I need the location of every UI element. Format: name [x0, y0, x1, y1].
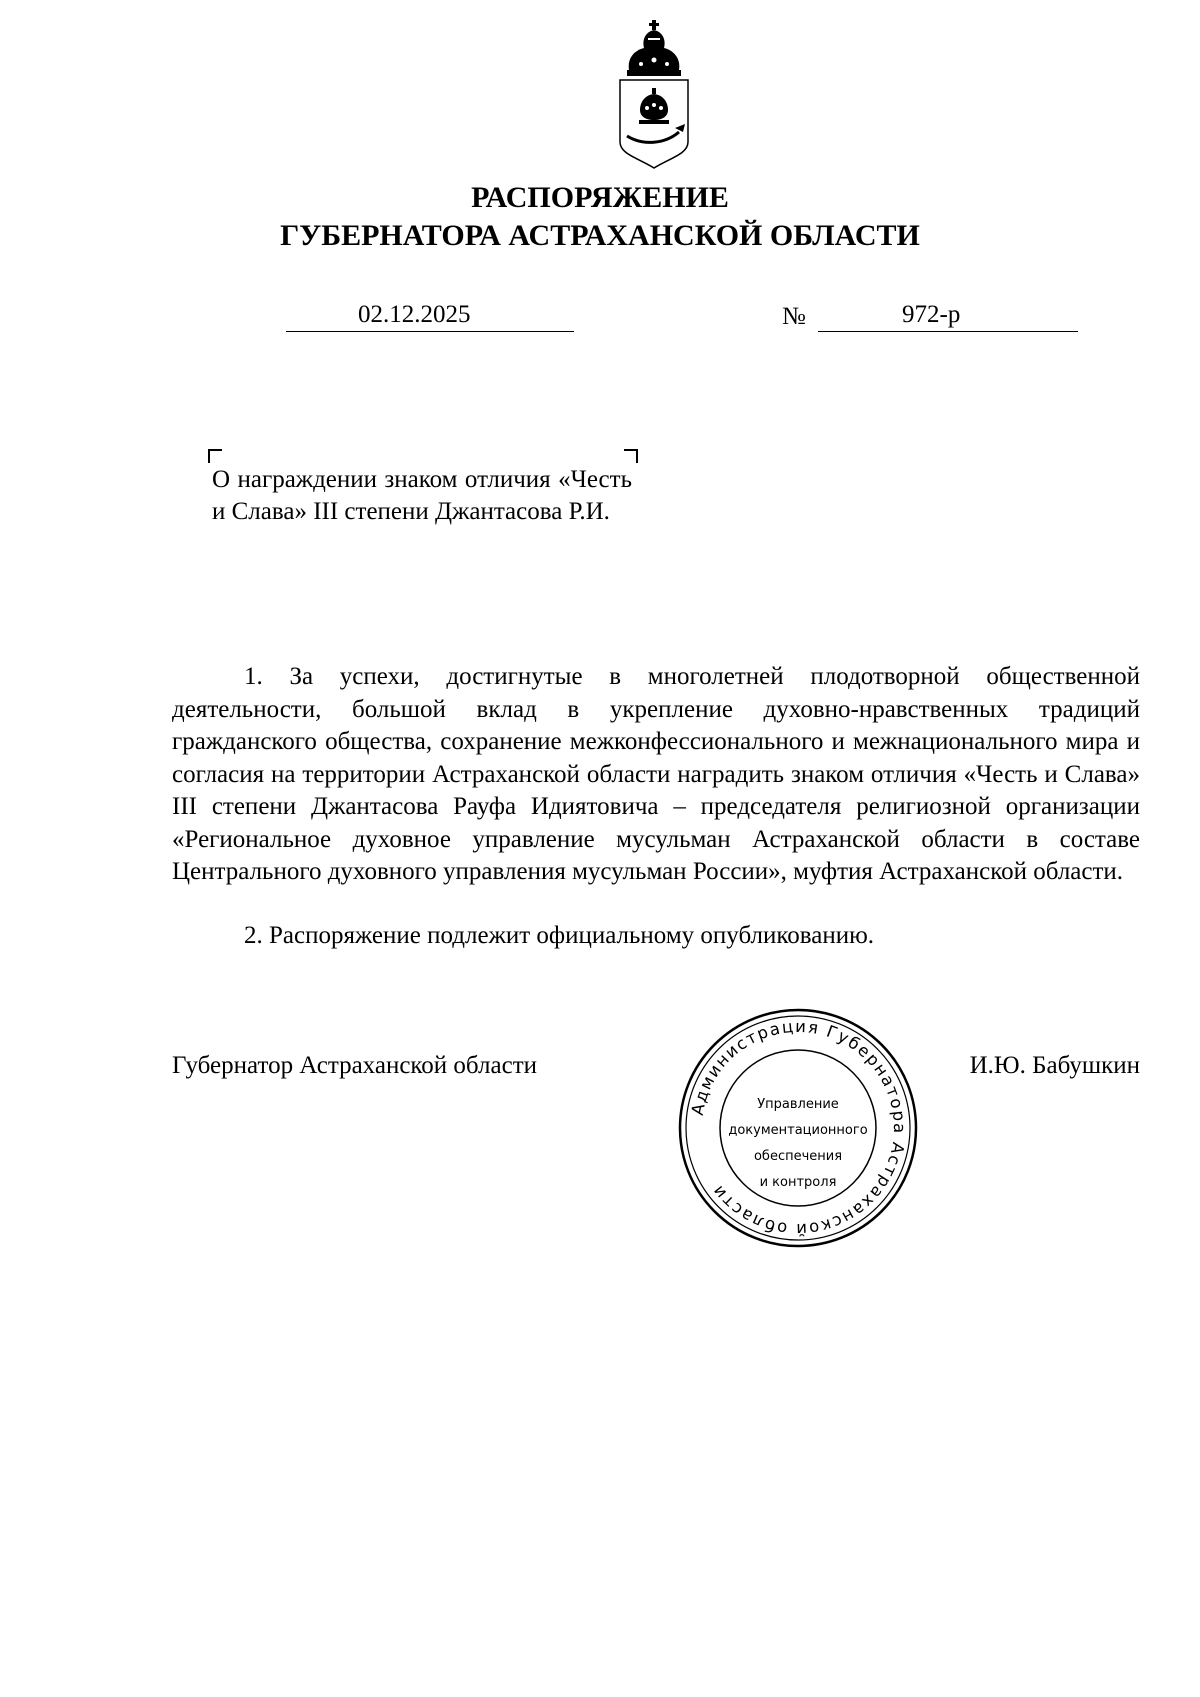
subject-bracket-left [208, 449, 222, 463]
stamp-inner-line-2: документационного [728, 1123, 868, 1138]
signatory-position: Губернатор Астраханской области [172, 1052, 538, 1079]
body-paragraph-1: 1. За успехи, достигнутые в многолетней плодотворной общественной деятельности, большой вклад в укрепление духовно-нравственных традиций гражданского общества, сохранение межконфессионального и межнационального мира и согласия на территории Астраханской области наградить знаком отличия «Честь и Слава» III степени Джантасова Рауфа Идиятовича – председателя религиозной организации «Региональное духовное управление мусульман Астраханской области в составе Центрального духовного управления мусульман России», муфтия Астраханской области. [172, 663, 1140, 885]
number-sign: № [782, 303, 806, 330]
body-paragraph-2: 2. Распоряжение подлежит официальному опубликованию. [244, 922, 875, 949]
subject-bracket-right [624, 449, 638, 463]
stamp-inner-line-1: Управление [757, 1097, 839, 1112]
document-subject: О награждении знаком отличия «Честь и Слава» III степени Джантасова Р.И. [212, 466, 632, 525]
document-number: 972-р [902, 301, 961, 328]
number-underline [818, 331, 1078, 332]
official-stamp [675, 1005, 921, 1251]
date-underline [286, 331, 574, 332]
document-date: 02.12.2025 [358, 301, 471, 328]
coat-of-arms-icon [615, 20, 693, 170]
signatory-name: И.Ю. Бабушкин [969, 1052, 1140, 1079]
document-type-title: РАСПОРЯЖЕНИЕ [471, 181, 729, 214]
stamp-inner-line-4: и контроля [759, 1175, 837, 1190]
stamp-inner-line-3: обеспечения [753, 1149, 843, 1164]
stamp-outer-text: Администрация Губернатора Астраханской области [687, 1016, 910, 1240]
issuer-title: ГУБЕРНАТОРА АСТРАХАНСКОЙ ОБЛАСТИ [280, 219, 920, 252]
